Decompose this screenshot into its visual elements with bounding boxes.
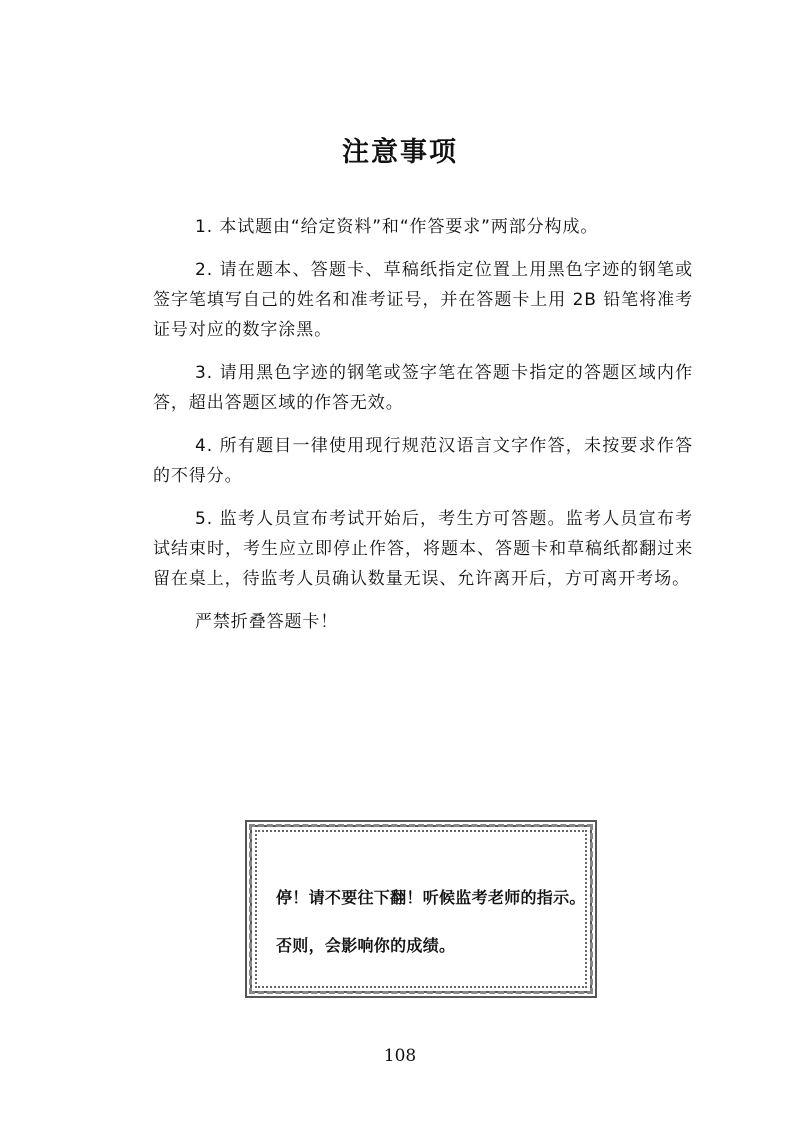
instruction-item-5: 5. 监考人员宣布考试开始后，考生方可答题。监考人员宣布考试结束时，考生应立即停止作答，将题本、答题卡和草稿纸都翻过来留在桌上，待监考人员确认数量无误、允许离开后，方可离开考场。 <box>153 509 693 589</box>
instruction-item-2: 2. 请在题本、答题卡、草稿纸指定位置上用黑色字迹的钢笔或签字笔填写自己的姓名和准考证号，并在答题卡上用 2B 铅笔将准考证号对应的数字涂黑。 <box>153 260 693 340</box>
page-title: 注意事项 <box>342 137 458 168</box>
stop-notice-box <box>245 820 597 998</box>
instruction-item-4: 4. 所有题目一律使用现行规范汉语言文字作答，未按要求作答的不得分。 <box>153 436 693 486</box>
stop-notice-line-2: 否则，会影响你的成绩。 <box>276 936 456 955</box>
instruction-item-3: 3. 请用黑色字迹的钢笔或签字笔在答题卡指定的答题区域内作答，超出答题区域的作答无效。 <box>153 363 693 413</box>
instruction-item-1: 1. 本试题由“给定资料”和“作答要求”两部分构成。 <box>195 217 599 237</box>
instructions-list <box>153 212 693 637</box>
no-folding-warning: 严禁折叠答题卡！ <box>195 612 339 632</box>
stop-notice-line-1: 停！请不要往下翻！听候监考老师的指示。 <box>276 888 586 907</box>
page-number: 108 <box>383 1046 417 1066</box>
